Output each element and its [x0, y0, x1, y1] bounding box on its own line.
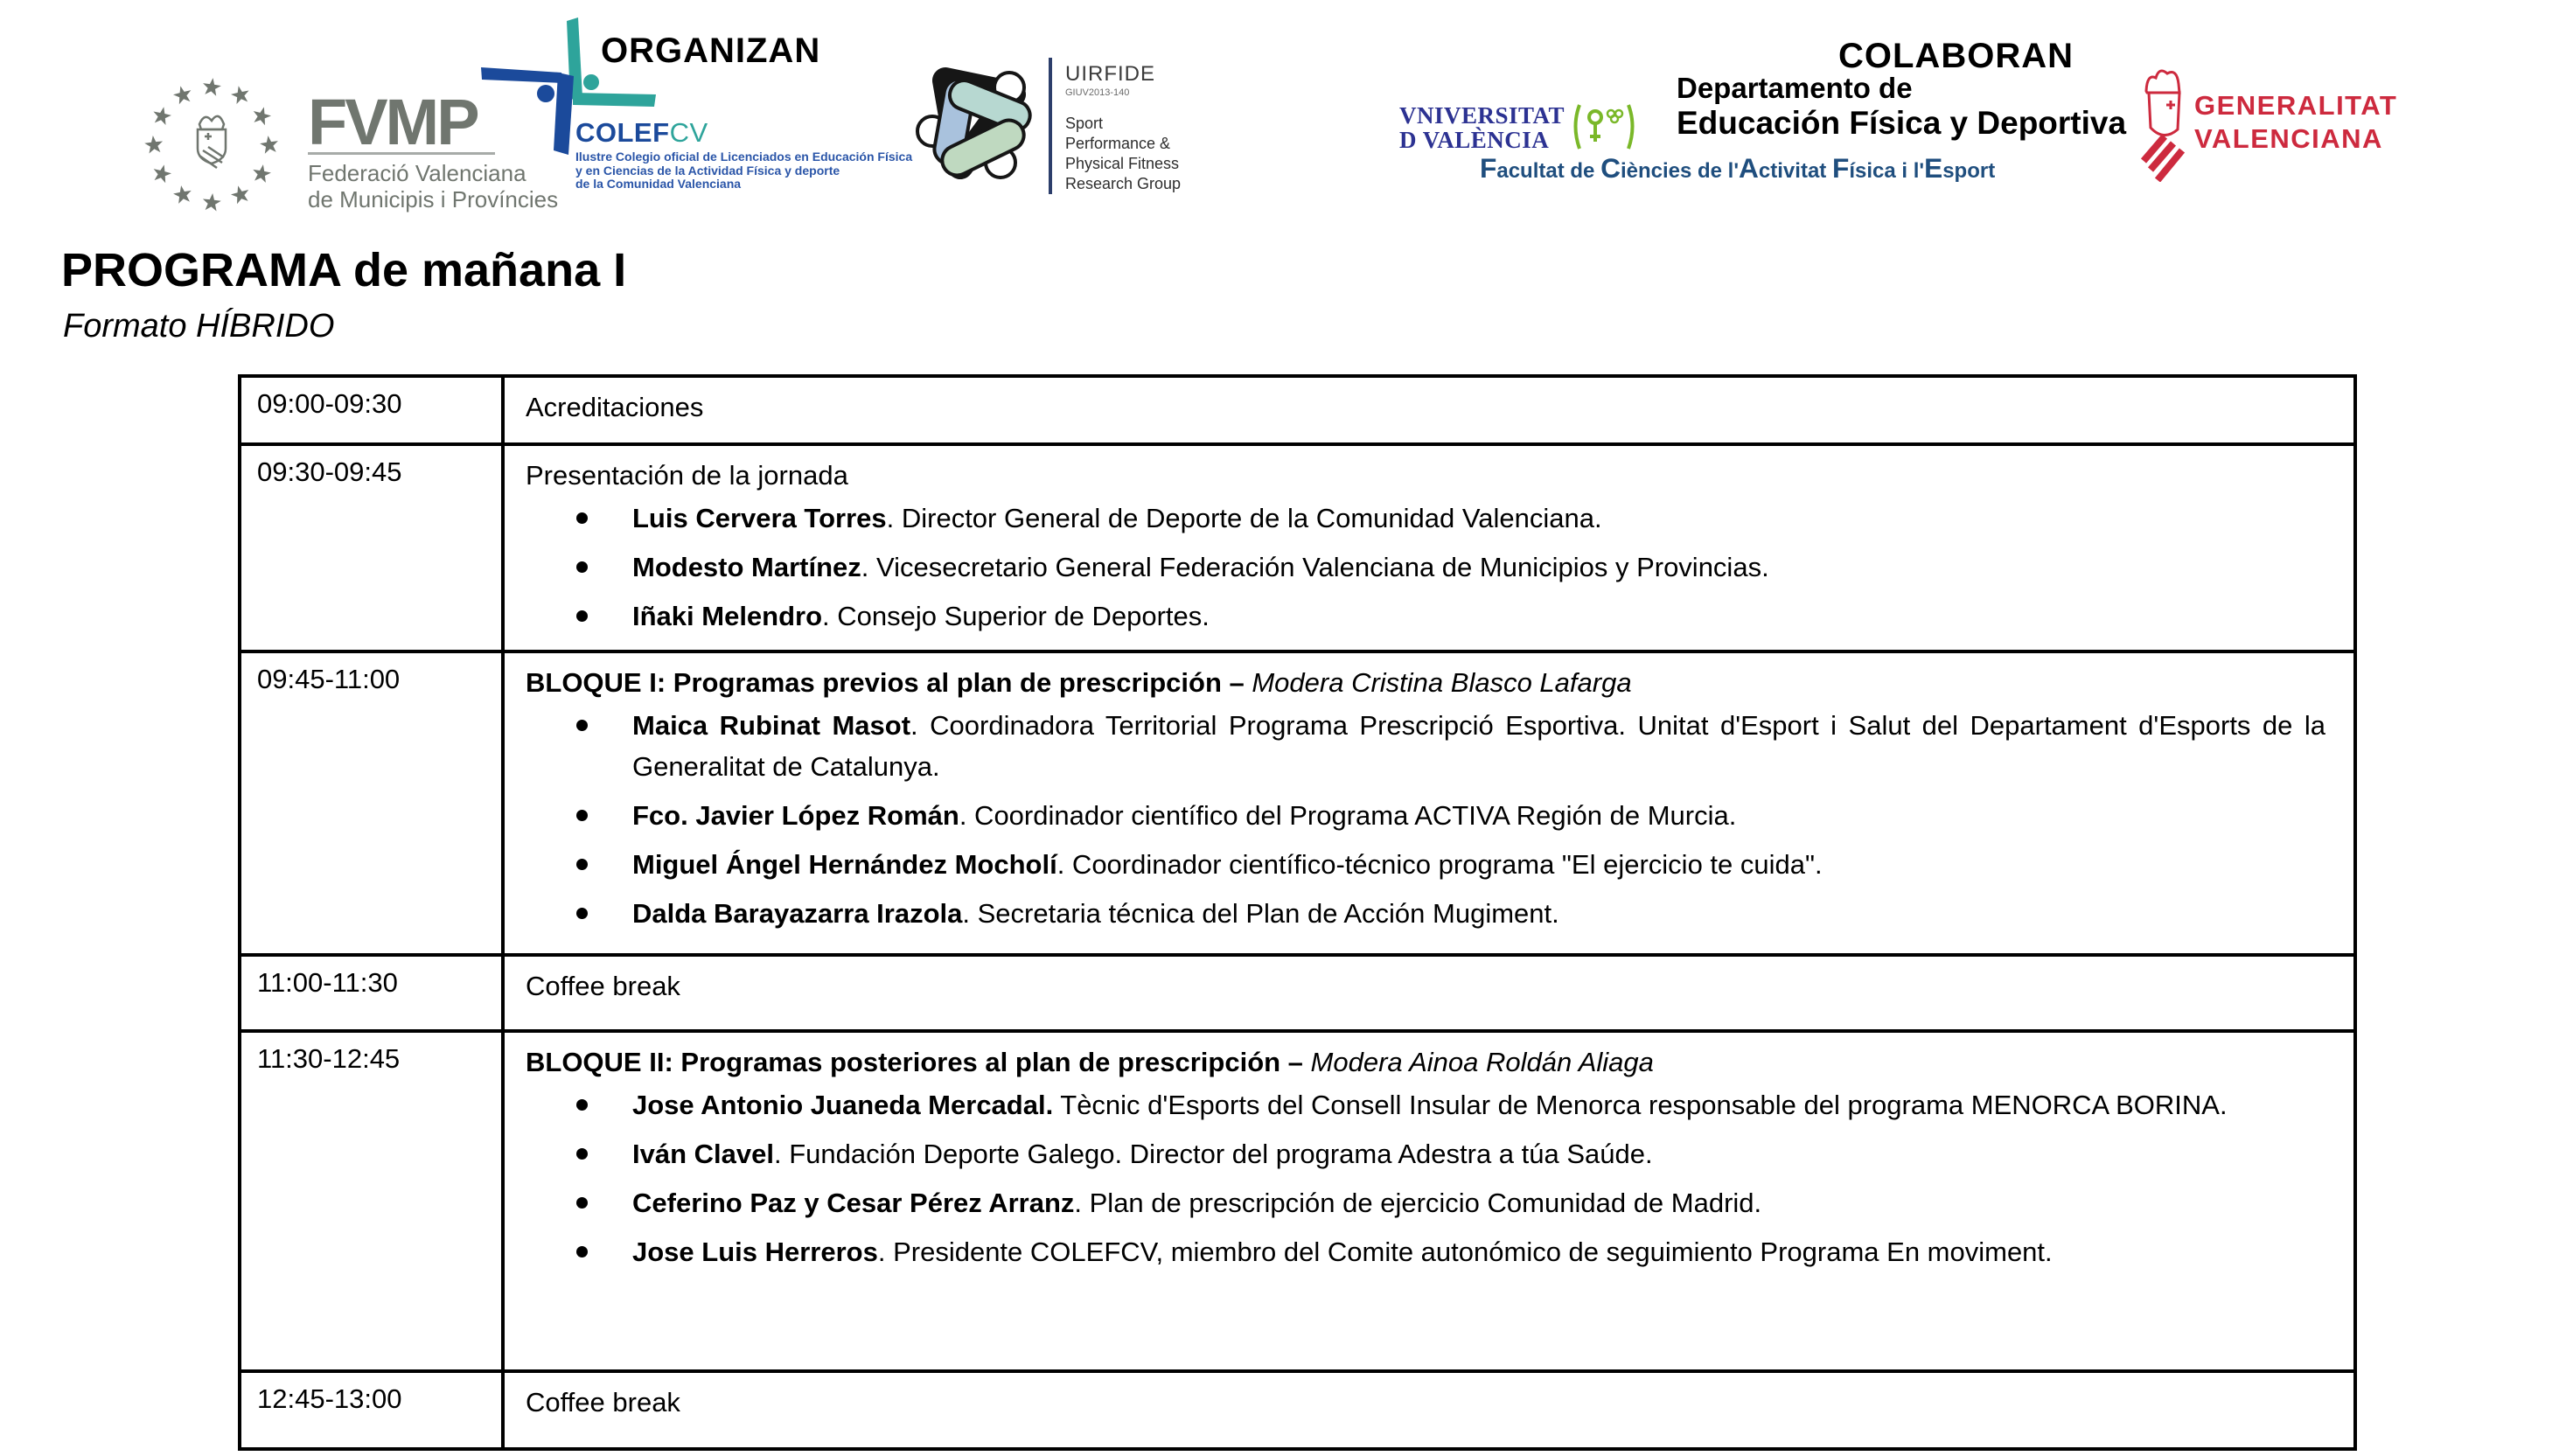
uirfide-desc-line3: Physical Fitness — [1065, 155, 1180, 172]
colefcv-tagline-line3: de la Comunidad Valenciana — [575, 177, 742, 191]
schedule-row — [240, 1371, 2355, 1449]
time-cell: 12:45-13:00 — [240, 1371, 503, 1449]
uirfide-divider — [1049, 58, 1052, 194]
speaker-desc: . Vicesecretario General Federación Valenciana de Municipios y Provincias. — [861, 552, 1769, 582]
speaker-item — [526, 1133, 2325, 1174]
speaker-name: Dalda Barayazarra Irazola — [632, 898, 963, 929]
content-cell — [503, 651, 2355, 955]
row-title — [526, 455, 2325, 496]
speaker-list — [526, 498, 2325, 637]
uirfide-desc-line4: Research Group — [1065, 175, 1182, 192]
speaker-item — [526, 795, 2325, 836]
fvmp-subtitle-line1: Federació Valenciana — [308, 160, 526, 186]
row-title — [526, 662, 2325, 703]
generalitat-line1: GENERALITAT — [2194, 90, 2398, 121]
speaker-list — [526, 705, 2325, 934]
row-title — [526, 387, 2325, 428]
row-title-bold: BLOQUE I: Programas previos al plan de prescripción – — [526, 667, 1252, 698]
uirfide-description — [1065, 114, 1181, 194]
colefcv-wordmark — [575, 117, 708, 149]
speaker-item — [526, 893, 2325, 934]
row-title — [526, 1041, 2325, 1083]
speaker-desc: . Consejo Superior de Deportes. — [822, 601, 1210, 631]
time-cell: 11:00-11:30 — [240, 955, 503, 1031]
speaker-desc: . Coordinadora Territorial Programa Prescripció Esportiva. Unitat d'Esport i Salut del Departament d'Esports de la Generalitat de Catalunya. — [632, 710, 2325, 782]
row-title — [526, 965, 2325, 1007]
colef-word-accent: CV — [669, 117, 708, 148]
speaker-name: Jose Antonio Juaneda Mercadal. — [632, 1090, 1054, 1120]
schedule-row — [240, 444, 2355, 651]
speaker-desc: . Director General de Deporte de la Comunidad Valenciana. — [886, 503, 1602, 533]
schedule-table — [238, 374, 2357, 1451]
time-cell: 09:00-09:30 — [240, 376, 503, 444]
speaker-desc: Tècnic d'Esports del Consell Insular de Menorca responsable del programa MENORCA BORINA. — [1053, 1090, 2228, 1120]
row-title-moderator: Modera Ainoa Roldán Aliaga — [1310, 1047, 1654, 1077]
speaker-name: Miguel Ángel Hernández Mocholí — [632, 849, 1057, 880]
schedule-row — [240, 955, 2355, 1031]
speaker-desc: . Coordinador científico del Programa ACTIVA Región de Murcia. — [959, 800, 1737, 831]
uirfide-name: UIRFIDE — [1065, 62, 1155, 86]
universitat-valencia-wordmark — [1399, 103, 1565, 152]
page-subtitle: Formato HÍBRIDO — [63, 308, 335, 345]
facultat-line: Facultat de Ciències de l'Activitat Física i l'Esport — [1480, 152, 1996, 184]
row-title-text: Presentación de la jornada — [526, 460, 848, 491]
row-title-text: Coffee break — [526, 1387, 680, 1418]
time-cell: 09:45-11:00 — [240, 651, 503, 955]
speaker-item — [526, 1231, 2325, 1272]
schedule-row — [240, 1031, 2355, 1371]
fvmp-acronym: FVMP — [308, 86, 478, 158]
speaker-desc: . Coordinador científico-técnico programa "El ejercicio te cuida". — [1056, 849, 1823, 880]
speaker-item — [526, 547, 2325, 588]
uirfide-wordmark — [1065, 63, 1181, 194]
speaker-item — [526, 596, 2325, 637]
content-cell — [503, 1031, 2355, 1371]
speaker-name: Ceferino Paz y Cesar Pérez Arranz — [632, 1188, 1075, 1218]
speaker-desc: . Secretaria técnica del Plan de Acción Mugiment. — [962, 898, 1559, 929]
speaker-desc: . Plan de prescripción de ejercicio Comunidad de Madrid. — [1074, 1188, 1762, 1218]
fvmp-stars-emblem-icon — [142, 75, 282, 215]
uirfide-code: GIUV2013-140 — [1065, 87, 1130, 98]
uirfide-desc-line2: Performance & — [1065, 135, 1171, 152]
row-title-moderator: Modera Cristina Blasco Lafarga — [1252, 667, 1632, 698]
content-cell — [503, 444, 2355, 651]
fvmp-subtitle-line2: de Municipis i Províncies — [308, 186, 559, 212]
uv-word-line2: D VALÈNCIA — [1399, 127, 1550, 153]
time-cell: 11:30-12:45 — [240, 1031, 503, 1371]
speaker-name: Fco. Javier López Román — [632, 800, 959, 831]
colefcv-tagline-line2: y en Ciencias de la Actividad Física y deporte — [575, 163, 840, 178]
row-title-text: Coffee break — [526, 971, 680, 1001]
speaker-name: Modesto Martínez — [632, 552, 861, 582]
uirfide-desc-line1: Sport — [1065, 115, 1104, 132]
uv-seal-icon — [1569, 101, 1639, 152]
row-title — [526, 1382, 2325, 1423]
content-cell — [503, 1371, 2355, 1449]
colefcv-tagline — [575, 150, 912, 192]
speaker-item — [526, 498, 2325, 539]
colaboran-heading: COLABORAN — [1838, 37, 2074, 75]
speaker-name: Maica Rubinat Masot — [632, 710, 911, 741]
speaker-item — [526, 1084, 2325, 1125]
generalitat-crest-icon — [2138, 63, 2187, 182]
departamento-line2: Educación Física y Deportiva — [1677, 105, 2127, 141]
speaker-name: Iñaki Melendro — [632, 601, 823, 631]
generalitat-line2: VALENCIANA — [2194, 123, 2383, 154]
organizan-heading: ORGANIZAN — [601, 31, 821, 70]
speaker-name: Luis Cervera Torres — [632, 503, 887, 533]
row-title-bold: BLOQUE II: Programas posteriores al plan de prescripción – — [526, 1047, 1311, 1077]
uirfide-knot-icon — [906, 56, 1041, 189]
uv-word-line1: VNIVERSITAT — [1399, 102, 1565, 129]
speaker-name: Iván Clavel — [632, 1139, 774, 1169]
content-cell — [503, 376, 2355, 444]
content-cell — [503, 955, 2355, 1031]
colefcv-tagline-line1: Ilustre Colegio oficial de Licenciados en Educación Física — [575, 150, 913, 164]
colef-word-main: COLEF — [575, 117, 670, 148]
speaker-item — [526, 705, 2325, 787]
schedule-row — [240, 651, 2355, 955]
row-title-text: Acreditaciones — [526, 392, 704, 422]
speaker-list — [526, 1084, 2325, 1272]
speaker-item — [526, 844, 2325, 885]
schedule-body — [240, 376, 2355, 1449]
time-cell: 09:30-09:45 — [240, 444, 503, 651]
speaker-desc: . Presidente COLEFCV, miembro del Comite autonómico de seguimiento Programa En moviment. — [877, 1237, 2053, 1267]
speaker-item — [526, 1182, 2325, 1223]
schedule-row — [240, 376, 2355, 444]
speaker-name: Jose Luis Herreros — [632, 1237, 878, 1267]
page-title: PROGRAMA de mañana I — [61, 244, 627, 296]
departamento-line1: Departamento de — [1677, 72, 1913, 104]
speaker-desc: . Fundación Deporte Galego. Director del programa Adestra a túa Saúde. — [773, 1139, 1653, 1169]
generalitat-wordmark — [2194, 89, 2397, 156]
